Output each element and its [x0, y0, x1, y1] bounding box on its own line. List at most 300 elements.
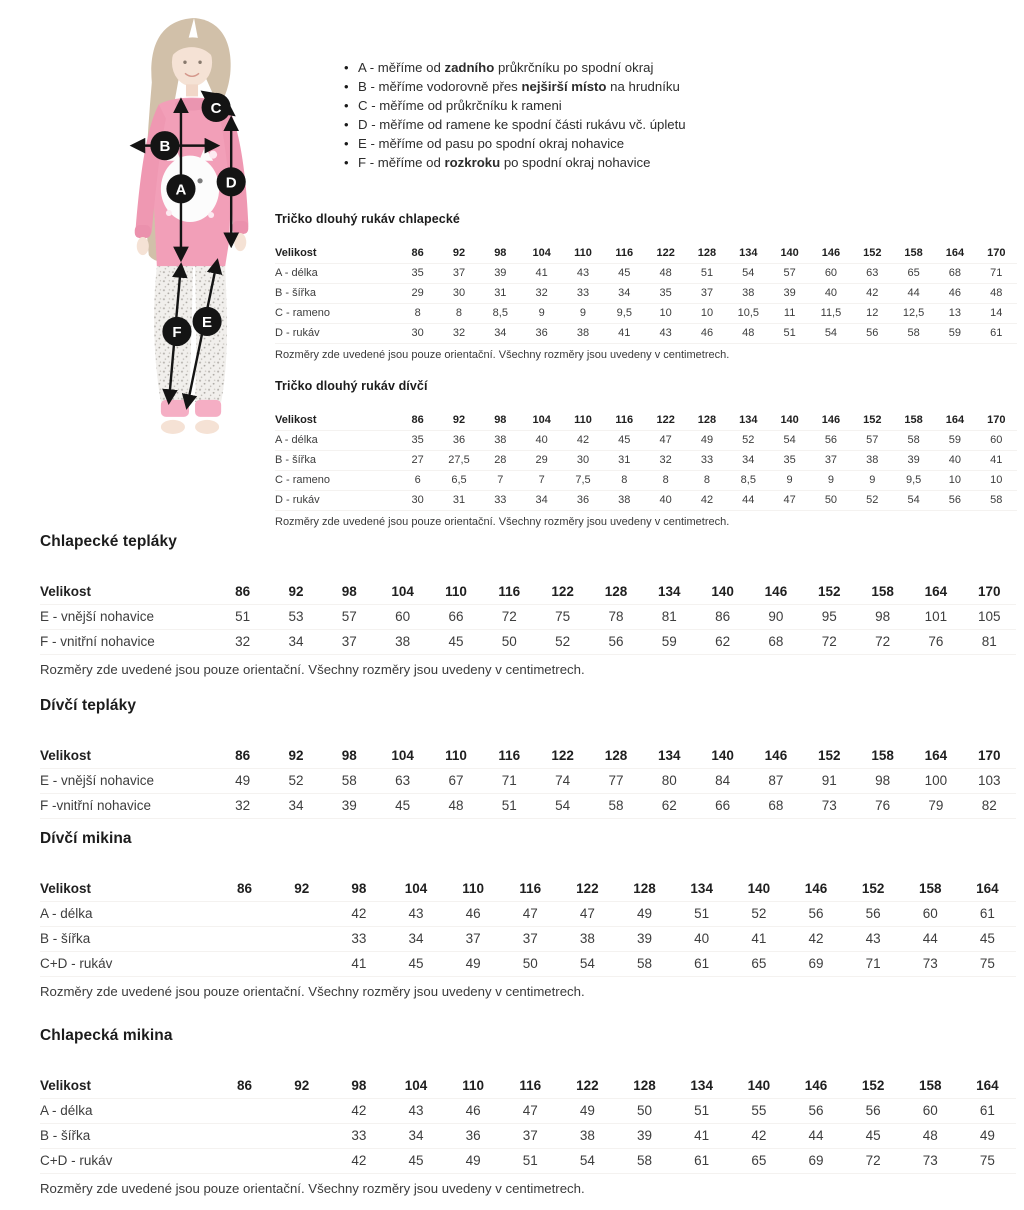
value-cell: 34	[535, 494, 548, 506]
instruction-bold: nejširší místo	[521, 79, 607, 94]
value-cell: 56	[808, 1103, 824, 1118]
value-cell: 51	[694, 1103, 710, 1118]
value-cell: 12	[866, 307, 879, 319]
value-cell: 57	[341, 609, 357, 624]
value-cell: 72	[821, 634, 837, 649]
size-header-row	[40, 579, 1016, 604]
size-cell: 134	[739, 413, 758, 426]
value-cell: 47	[522, 906, 538, 921]
value-cell: 62	[661, 798, 677, 813]
value-cell: 50	[824, 494, 838, 506]
instruction-bold: zadního	[444, 60, 495, 75]
value-cell: 42	[751, 1128, 767, 1143]
size-cell: 170	[978, 583, 1001, 599]
size-cell: 92	[288, 583, 304, 599]
value-cell: 43	[576, 267, 590, 279]
value-cell: 80	[661, 773, 677, 788]
value-cell: 27,5	[448, 454, 470, 466]
value-cell: 59	[661, 634, 677, 649]
marker-letter-f: F	[172, 324, 182, 342]
row-label-cell: F - vnitřní nohavice	[40, 634, 155, 649]
size-cell: 104	[532, 413, 551, 426]
size-note: Rozměry zde uvedené jsou pouze orientační. Všechny rozměry jsou uvedeny v centimetrech.	[275, 348, 730, 361]
value-cell: 38	[618, 494, 631, 506]
row-label-cell: A - délka	[40, 1103, 93, 1118]
value-cell: 49	[637, 906, 653, 921]
value-cell: 82	[981, 798, 997, 813]
row-label-cell: C - rameno	[275, 474, 331, 486]
value-cell: 57	[866, 434, 879, 446]
measurement-row	[275, 490, 1017, 510]
size-table-sweatpants-boys	[40, 579, 1016, 655]
size-cell: 152	[863, 413, 882, 426]
size-cell: 116	[498, 583, 521, 599]
value-cell: 49	[235, 773, 251, 788]
value-cell: 68	[768, 798, 784, 813]
value-cell: 30	[576, 454, 590, 466]
value-cell: 38	[742, 287, 755, 299]
size-table-hoodie-girls	[40, 876, 1016, 977]
value-cell: 38	[395, 634, 411, 649]
measurement-row	[40, 1148, 1016, 1173]
value-cell: 77	[608, 773, 624, 788]
value-cell: 86	[715, 609, 731, 624]
size-cell: 86	[235, 583, 251, 599]
instruction-text: po spodní okraj nohavice	[500, 155, 651, 170]
value-cell: 42	[700, 494, 714, 506]
section-title: Tričko dlouhý rukáv chlapecké	[275, 212, 460, 226]
measurement-row	[275, 263, 1017, 283]
value-cell: 30	[411, 494, 424, 506]
section-tshirt-boys	[275, 212, 1017, 361]
value-cell: 47	[579, 906, 595, 921]
instruction-text: na hrudníku	[606, 79, 680, 94]
value-cell: 62	[715, 634, 731, 649]
value-cell: 41	[751, 931, 767, 946]
value-cell: 73	[821, 798, 837, 813]
size-cell: 158	[904, 246, 923, 259]
size-note: Rozměry zde uvedené jsou pouze orientační. Všechny rozměry jsou uvedeny v centimetrech.	[40, 1180, 585, 1196]
section-title: Tričko dlouhý rukáv dívčí	[275, 379, 428, 393]
size-label-cell: Velikost	[275, 413, 317, 426]
hand-right	[234, 233, 246, 251]
value-cell: 68	[948, 267, 962, 279]
value-cell: 45	[979, 931, 995, 946]
value-cell: 32	[535, 287, 548, 299]
value-cell	[216, 1123, 273, 1148]
value-cell: 33	[494, 494, 507, 506]
value-cell: 44	[922, 931, 938, 946]
size-cell: 92	[452, 246, 466, 259]
value-cell: 98	[875, 609, 891, 624]
value-cell: 58	[608, 798, 624, 813]
value-cell: 75	[555, 609, 571, 624]
value-cell: 76	[928, 634, 944, 649]
value-cell: 54	[579, 956, 595, 971]
value-cell: 75	[979, 956, 995, 971]
value-cell: 42	[351, 1153, 367, 1168]
size-cell: 140	[780, 246, 799, 259]
section-title: Dívčí tepláky	[40, 697, 137, 714]
section-hoodie-girls	[40, 830, 1016, 999]
size-label-cell: Velikost	[40, 583, 92, 599]
value-cell: 9,5	[905, 474, 922, 486]
value-cell: 74	[555, 773, 571, 788]
value-cell: 41	[535, 267, 548, 279]
value-cell: 43	[659, 327, 672, 339]
value-cell: 61	[694, 956, 710, 971]
value-cell: 91	[821, 773, 837, 788]
value-cell: 46	[948, 287, 962, 299]
value-cell: 11	[783, 307, 796, 319]
size-cell: 110	[574, 413, 592, 426]
value-cell: 87	[768, 773, 784, 788]
value-cell: 61	[694, 1153, 710, 1168]
ankle-cuff-left	[161, 400, 189, 417]
row-label-cell: C+D - rukáv	[40, 956, 113, 971]
value-cell: 52	[555, 634, 571, 649]
value-cell: 51	[700, 267, 714, 279]
value-cell: 60	[990, 434, 1003, 446]
hand-left	[137, 237, 149, 255]
value-cell	[273, 1123, 330, 1148]
value-cell: 73	[922, 1153, 938, 1168]
value-cell: 36	[452, 434, 466, 446]
value-cell: 41	[618, 327, 631, 339]
value-cell: 33	[351, 931, 367, 946]
value-cell	[273, 926, 330, 951]
value-cell: 31	[494, 287, 507, 299]
size-cell: 140	[747, 880, 771, 896]
size-cell: 158	[918, 1077, 942, 1093]
size-label-cell: Velikost	[40, 747, 92, 763]
value-cell: 50	[501, 634, 517, 649]
value-cell: 43	[408, 906, 424, 921]
measurement-row	[40, 629, 1016, 654]
value-cell: 35	[783, 454, 796, 466]
value-cell	[273, 1148, 330, 1173]
measurement-row	[40, 951, 1016, 976]
measurement-row	[40, 604, 1016, 629]
value-cell: 61	[990, 327, 1003, 339]
value-cell: 61	[979, 1103, 995, 1118]
row-label-cell: B - šířka	[275, 454, 316, 466]
value-cell: 61	[979, 906, 995, 921]
size-cell: 122	[656, 413, 675, 426]
row-label-cell: C - rameno	[275, 307, 331, 319]
size-cell: 128	[697, 413, 717, 426]
value-cell: 34	[288, 798, 304, 813]
size-cell: 128	[697, 246, 717, 259]
value-cell: 68	[768, 634, 784, 649]
value-cell: 10	[948, 474, 962, 486]
instruction-text: F - měříme od	[358, 155, 445, 170]
value-cell: 51	[694, 906, 710, 921]
value-cell: 71	[865, 956, 881, 971]
value-cell: 44	[742, 494, 755, 506]
value-cell: 8	[621, 474, 628, 486]
value-cell: 41	[990, 454, 1003, 466]
size-cell: 170	[987, 413, 1006, 426]
value-cell: 37	[824, 454, 838, 466]
value-cell: 54	[555, 798, 571, 813]
value-cell: 71	[501, 773, 517, 788]
value-cell: 49	[465, 1153, 481, 1168]
value-cell: 56	[608, 634, 624, 649]
value-cell: 39	[637, 1128, 653, 1143]
size-cell: 110	[574, 246, 592, 259]
value-cell: 43	[865, 931, 881, 946]
foot-left	[161, 420, 185, 434]
size-cell: 152	[861, 880, 885, 896]
value-cell: 46	[700, 327, 714, 339]
value-cell: 50	[637, 1103, 653, 1118]
value-cell: 76	[875, 798, 891, 813]
size-cell: 140	[711, 583, 734, 599]
size-cell: 152	[861, 1077, 885, 1093]
eye-left	[183, 61, 186, 64]
value-cell: 58	[907, 434, 920, 446]
instruction-text: D - měříme od ramene ke spodní části rukávu vč. úpletu	[358, 117, 686, 132]
value-cell: 50	[522, 956, 538, 971]
size-cell: 110	[445, 583, 467, 599]
row-label-cell: A - délka	[275, 267, 318, 279]
instruction-text: E - měříme od pasu po spodní okraj nohavice	[358, 136, 625, 151]
value-cell: 63	[866, 267, 879, 279]
measurement-row	[275, 470, 1017, 490]
value-cell: 28	[494, 454, 507, 466]
value-cell: 53	[288, 609, 304, 624]
foot-right	[195, 420, 219, 434]
size-header-row	[275, 410, 1017, 430]
value-cell: 58	[990, 494, 1003, 506]
value-cell: 41	[351, 956, 367, 971]
value-cell: 9	[869, 474, 876, 486]
row-label-cell: E - vnější nohavice	[40, 773, 155, 788]
girl-photo-illustration	[98, 8, 280, 440]
size-cell: 164	[924, 747, 948, 763]
value-cell: 36	[576, 494, 590, 506]
list-item	[342, 77, 1014, 96]
value-cell: 51	[235, 609, 251, 624]
value-cell: 73	[922, 956, 938, 971]
size-cell: 104	[404, 880, 428, 896]
value-cell: 9,5	[616, 307, 632, 319]
value-cell: 81	[661, 609, 677, 624]
value-cell: 34	[742, 454, 755, 466]
value-cell: 56	[865, 1103, 881, 1118]
value-cell: 45	[408, 956, 424, 971]
size-cell: 116	[498, 747, 521, 763]
cuff-left	[135, 225, 151, 238]
value-cell: 14	[990, 307, 1003, 319]
value-cell: 57	[783, 267, 796, 279]
size-cell: 116	[519, 1077, 542, 1093]
value-cell: 60	[922, 906, 938, 921]
value-cell: 31	[452, 494, 466, 506]
value-cell: 30	[452, 287, 466, 299]
section-sweatpants-girls	[40, 697, 1016, 826]
size-cell: 104	[391, 583, 414, 599]
size-cell: 128	[633, 880, 656, 896]
size-cell: 146	[764, 583, 788, 599]
size-table-tshirt-boys	[275, 243, 1017, 344]
value-cell: 7	[538, 474, 545, 486]
value-cell: 72	[501, 609, 517, 624]
size-cell: 128	[604, 747, 628, 763]
value-cell: 40	[535, 434, 548, 446]
instruction-text: průkrčníku po spodní okraj	[494, 60, 654, 75]
value-cell: 45	[618, 267, 631, 279]
value-cell: 59	[948, 327, 962, 339]
value-cell: 65	[907, 267, 920, 279]
value-cell: 38	[866, 454, 879, 466]
value-cell: 60	[395, 609, 411, 624]
value-cell: 51	[783, 327, 796, 339]
value-cell: 37	[522, 931, 538, 946]
size-cell: 146	[804, 1077, 828, 1093]
eye-right	[198, 61, 201, 64]
value-cell: 42	[866, 287, 879, 299]
value-cell: 8,5	[492, 307, 508, 319]
value-cell: 37	[341, 634, 357, 649]
row-label-cell: D - rukáv	[275, 494, 320, 506]
measurement-row	[40, 926, 1016, 951]
value-cell: 8	[662, 474, 669, 486]
size-cell: 158	[871, 747, 894, 763]
size-cell: 122	[551, 747, 574, 763]
value-cell: 45	[865, 1128, 881, 1143]
value-cell: 49	[979, 1128, 995, 1143]
value-cell: 40	[694, 931, 710, 946]
measurement-row	[40, 1098, 1016, 1123]
value-cell: 45	[448, 634, 464, 649]
value-cell: 84	[715, 773, 731, 788]
value-cell	[216, 951, 273, 976]
value-cell: 10	[700, 307, 714, 319]
size-cell: 170	[978, 747, 1001, 763]
size-cell: 158	[918, 880, 942, 896]
list-item	[342, 58, 1014, 77]
value-cell: 58	[907, 327, 920, 339]
size-cell: 140	[780, 413, 799, 426]
value-cell: 48	[742, 327, 755, 339]
value-cell: 54	[742, 267, 755, 279]
measurement-row	[275, 303, 1017, 323]
instruction-bold: rozkroku	[444, 155, 501, 170]
marker-letter-c: C	[210, 99, 222, 117]
value-cell: 48	[922, 1128, 938, 1143]
value-cell: 45	[618, 434, 631, 446]
value-cell: 45	[395, 798, 411, 813]
value-cell	[216, 926, 273, 951]
value-cell: 8	[414, 307, 421, 319]
value-cell: 65	[751, 1153, 767, 1168]
size-cell: 152	[818, 747, 841, 763]
value-cell: 39	[341, 798, 357, 813]
value-cell: 95	[821, 609, 837, 624]
value-cell: 46	[465, 906, 481, 921]
measurement-row	[40, 793, 1016, 818]
value-cell: 71	[990, 267, 1003, 279]
value-cell: 34	[618, 287, 631, 299]
value-cell: 33	[700, 454, 714, 466]
row-label-cell: B - šířka	[40, 931, 91, 946]
value-cell: 34	[408, 931, 424, 946]
measurement-row	[275, 450, 1017, 470]
value-cell: 11,5	[820, 307, 842, 319]
value-cell: 56	[824, 434, 838, 446]
value-cell: 54	[579, 1153, 595, 1168]
value-cell: 40	[948, 454, 962, 466]
value-cell: 30	[411, 327, 424, 339]
size-cell: 86	[237, 880, 253, 896]
size-cell: 98	[351, 1077, 367, 1093]
value-cell: 6,5	[451, 474, 467, 486]
size-cell: 116	[519, 880, 542, 896]
value-cell: 36	[465, 1128, 481, 1143]
value-cell: 12,5	[902, 307, 925, 319]
value-cell: 47	[659, 434, 672, 446]
value-cell: 56	[865, 906, 881, 921]
value-cell: 59	[948, 434, 962, 446]
value-cell: 42	[351, 1103, 367, 1118]
size-table-hoodie-boys	[40, 1073, 1016, 1174]
value-cell: 34	[288, 634, 304, 649]
value-cell: 29	[535, 454, 548, 466]
value-cell: 42	[576, 434, 590, 446]
size-header-row	[40, 876, 1016, 901]
value-cell: 52	[751, 906, 767, 921]
value-cell: 65	[751, 956, 767, 971]
value-cell: 44	[907, 287, 920, 299]
size-cell: 104	[404, 1077, 428, 1093]
value-cell: 9	[827, 474, 834, 486]
marker-letter-e: E	[202, 313, 213, 331]
value-cell: 10	[659, 307, 672, 319]
size-header-row	[40, 1073, 1016, 1098]
value-cell: 42	[351, 906, 367, 921]
size-cell: 146	[821, 246, 841, 259]
measurement-row	[275, 323, 1017, 343]
size-cell: 86	[235, 747, 251, 763]
size-cell: 92	[452, 413, 466, 426]
row-label-cell: D - rukáv	[275, 327, 320, 339]
size-table-sweatpants-girls	[40, 743, 1016, 819]
row-label-cell: F -vnitřní nohavice	[40, 798, 152, 813]
value-cell: 52	[742, 434, 755, 446]
size-cell: 116	[615, 413, 634, 426]
size-cell: 110	[445, 747, 467, 763]
value-cell: 66	[715, 798, 731, 813]
size-cell: 164	[924, 583, 948, 599]
value-cell: 35	[659, 287, 672, 299]
value-cell: 58	[637, 1153, 653, 1168]
size-cell: 98	[494, 413, 507, 426]
size-cell: 146	[804, 880, 828, 896]
value-cell: 69	[808, 1153, 824, 1168]
value-cell: 47	[783, 494, 796, 506]
value-cell: 43	[408, 1103, 424, 1118]
measurement-row	[275, 430, 1017, 450]
value-cell: 52	[866, 494, 879, 506]
value-cell	[216, 1098, 273, 1123]
value-cell: 81	[981, 634, 997, 649]
value-cell: 58	[341, 773, 357, 788]
row-label-cell: B - šířka	[275, 287, 316, 299]
value-cell: 39	[494, 267, 507, 279]
value-cell: 72	[865, 1153, 881, 1168]
